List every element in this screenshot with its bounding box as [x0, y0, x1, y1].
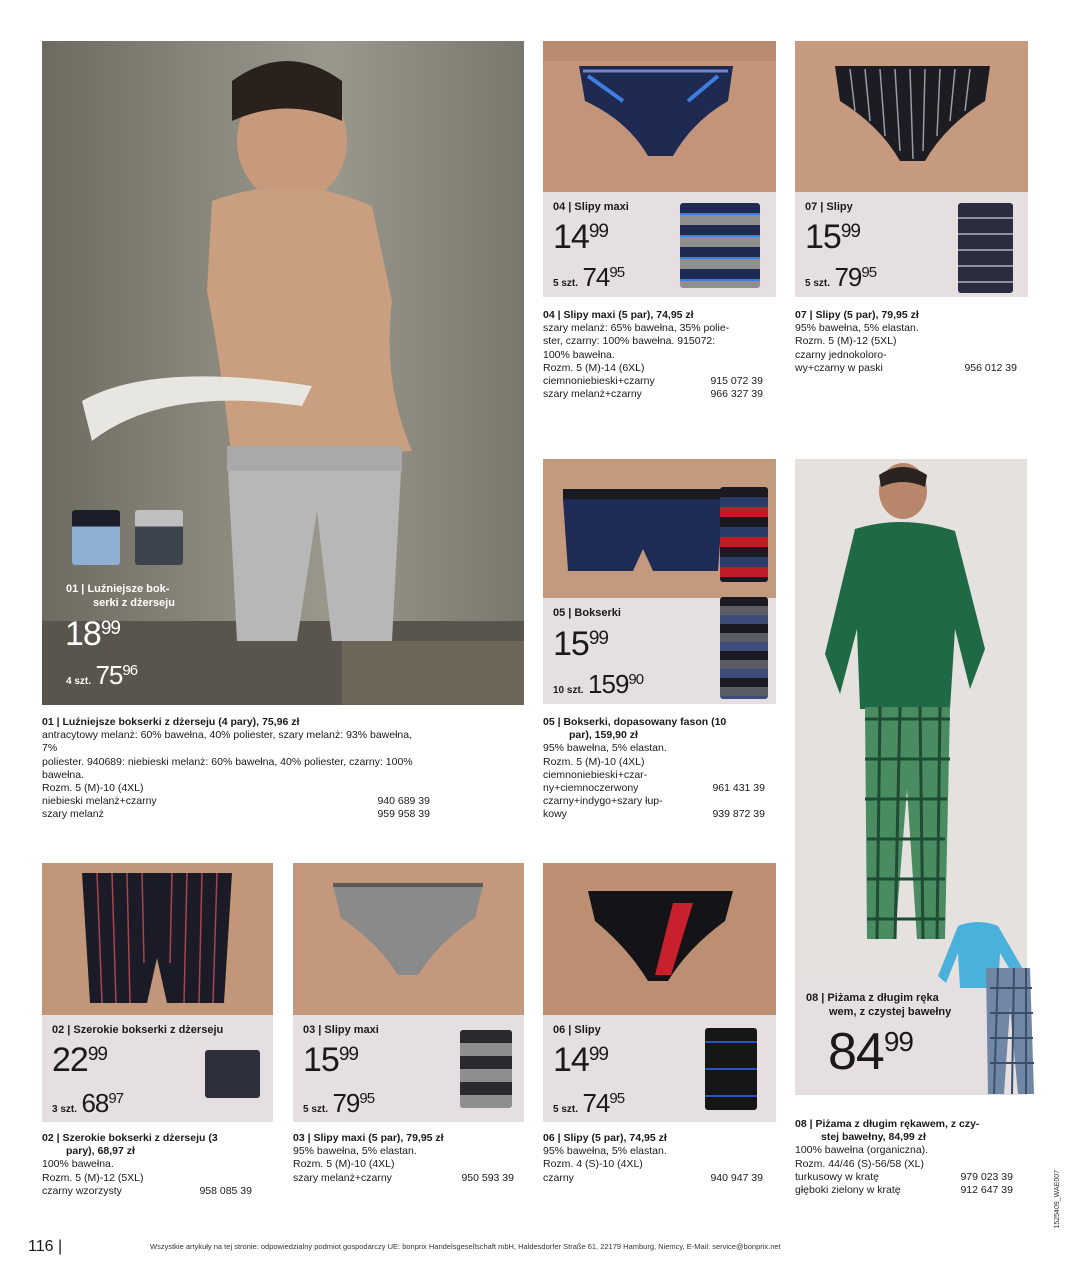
variant-row: wy+czarny w paski 956 012 39	[795, 361, 1017, 374]
product-06-pack	[705, 1028, 757, 1110]
variant-row: turkusowy w kratę 979 023 39	[795, 1170, 1013, 1183]
variant-row: szary melanż+czarny 966 327 39	[543, 388, 763, 401]
product-05-description: 05 | Bokserki, dopasowany fason (10 par), 159,90 zł 95% bawełna, 5% elastan. Rozm. 5 (M)-10 (4XL) ciemnoniebieski+czar- ny+ciemnoczerwony 961 431 39 czarny+indygo+szary łup- kowy 939 872 39	[543, 716, 765, 821]
product-03-title: 03 | Slipy maxi	[303, 1024, 379, 1036]
product-06-description: 06 | Slipy (5 par), 74,95 zł 95% bawełna, 5% elastan. Rozm. 4 (S)-10 (4XL) czarny 940 947 39	[543, 1132, 763, 1184]
page-number: 116 |	[28, 1238, 63, 1255]
variant-row: głęboki zielony w kratę 912 647 39	[795, 1184, 1013, 1197]
product-01-multipack-price: 4 szt. $75^{96}$	[66, 660, 138, 690]
product-03-price: $15^{99}$	[303, 1041, 358, 1079]
product-08-price: $84^{99}$	[828, 1023, 913, 1081]
product-06-photo[interactable]	[543, 863, 776, 1015]
product-04-title: 04 | Slipy maxi	[553, 201, 629, 213]
product-04-photo[interactable]	[543, 41, 776, 192]
product-07-description: 07 | Slipy (5 par), 79,95 zł 95% bawełna, 5% elastan. Rozm. 5 (M)-12 (5XL) czarny jednokoloro- wy+czarny w paski 956 012 39	[795, 309, 1017, 374]
product-03-photo[interactable]	[293, 863, 524, 1015]
variant-row: szary melanż+czarny 950 593 39	[293, 1171, 514, 1184]
product-06-title: 06 | Slipy	[553, 1024, 601, 1036]
variant-row: ny+ciemnoczerwony 961 431 39	[543, 782, 765, 795]
variant-row: szary melanż 959 958 39	[42, 808, 430, 821]
product-08-title: 08 | Piżama z długim ręka wem, z czystej bawełny	[806, 992, 952, 1018]
product-02-description: 02 | Szerokie bokserki z dżerseju (3 pary), 68,97 zł 100% bawełna. Rozm. 5 (M)-12 (5XL) czarny wzorzysty 958 085 39	[42, 1132, 252, 1197]
product-05-title: 05 | Bokserki	[553, 607, 621, 619]
product-08-child-pajama	[938, 918, 1046, 1094]
product-05-pack-top	[720, 487, 768, 582]
product-05-multipack-price: 10 szt. $159^{90}$	[553, 669, 644, 699]
variant-row: czarny wzorzysty 958 085 39	[42, 1184, 252, 1197]
variant-row: niebieski melanż+czarny 940 689 39	[42, 795, 430, 808]
product-04-price: $14^{99}$	[553, 218, 608, 256]
product-07-multipack-price: 5 szt. $79^{95}$	[805, 262, 877, 292]
product-06-price: $14^{99}$	[553, 1041, 608, 1079]
product-03-description: 03 | Slipy maxi (5 par), 79,95 zł 95% bawełna, 5% elastan. Rozm. 5 (M)-10 (4XL) szary melanż+czarny 950 593 39	[293, 1132, 514, 1184]
product-01-number: 01	[66, 583, 79, 595]
product-07-title: 07 | Slipy	[805, 201, 853, 213]
product-02-title: 02 | Szerokie bokserki z dżerseju	[52, 1024, 224, 1036]
product-05-price: $15^{99}$	[553, 625, 608, 663]
product-01-name-line1: Luźniejsze bok-	[87, 583, 170, 595]
product-01-badge: 01 | Luźniejsze bok- serki z dżerseju	[66, 583, 175, 609]
product-04-multipack-price: 5 szt. $74^{95}$	[553, 262, 625, 292]
product-04-description: 04 | Slipy maxi (5 par), 74,95 zł szary melanż: 65% bawełna, 35% polie- ster, czarny: 100% bawełna. 915072: 100% bawełna. Rozm. 5 (M)-14 (6XL) ciemnoniebieski+czarny 915 072 39 szary melanż+czarny 966 327 39	[543, 309, 763, 401]
product-05-pack-bottom	[720, 597, 768, 699]
product-01-pack-blue	[72, 510, 120, 565]
product-02-price: $22^{99}$	[52, 1041, 107, 1079]
product-08-photo[interactable]	[795, 459, 1027, 977]
variant-row: czarny 940 947 39	[543, 1171, 763, 1184]
product-04-pack	[680, 203, 760, 288]
product-07-pack	[958, 203, 1013, 293]
product-02-pack	[205, 1050, 260, 1098]
product-08-description: 08 | Piżama z długim rękawem, z czy- stej bawełny, 84,99 zł 100% bawełna (organiczna). Rozm. 44/46 (S)-56/58 (XL) turkusowy w kratę 979 023 39 głęboki zielony w kratę 912 647 39	[795, 1118, 1013, 1197]
product-03-multipack-price: 5 szt. $79^{95}$	[303, 1088, 375, 1118]
product-06-multipack-price: 5 szt. $74^{95}$	[553, 1088, 625, 1118]
legal-notice: Wszystkie artykuły na tej stronie: odpowiedzialny podmiot gospodarczy UE: bonprix Handelsgesellschaft mbH, Haldesdorfer Straße 61, 22179 Hamburg, Niemcy, E-Mail: service@bonprix.net	[150, 1242, 781, 1251]
product-01-price: $18^{99}$	[65, 615, 120, 653]
product-03-pack	[460, 1030, 512, 1108]
product-01-pack-grey	[135, 510, 183, 565]
product-07-photo[interactable]	[795, 41, 1028, 192]
catalog-code: 1525409_WAE007	[1054, 1170, 1061, 1229]
product-01-description: 01 | Luźniejsze bokserki z dżerseju (4 pary), 75,96 zł antracytowy melanż: 60% bawełna, 40% poliester, szary melanż: 93% bawełna, 7% poliester. 940689: niebieski melanż: 60% bawełna, 40% poliester, czarny: 100% bawełna. Rozm. 5 (M)-10 (4XL) niebieski melanż+czarny 940 689 39 szary melanż 959 958 39	[42, 716, 430, 821]
product-01-name-line2: serki z dżerseju	[93, 597, 175, 609]
product-07-price: $15^{99}$	[805, 218, 860, 256]
variant-row: kowy 939 872 39	[543, 808, 765, 821]
product-02-photo[interactable]	[42, 863, 273, 1015]
variant-row: ciemnoniebieski+czarny 915 072 39	[543, 375, 763, 388]
product-02-multipack-price: 3 szt. $68^{97}$	[52, 1088, 124, 1118]
